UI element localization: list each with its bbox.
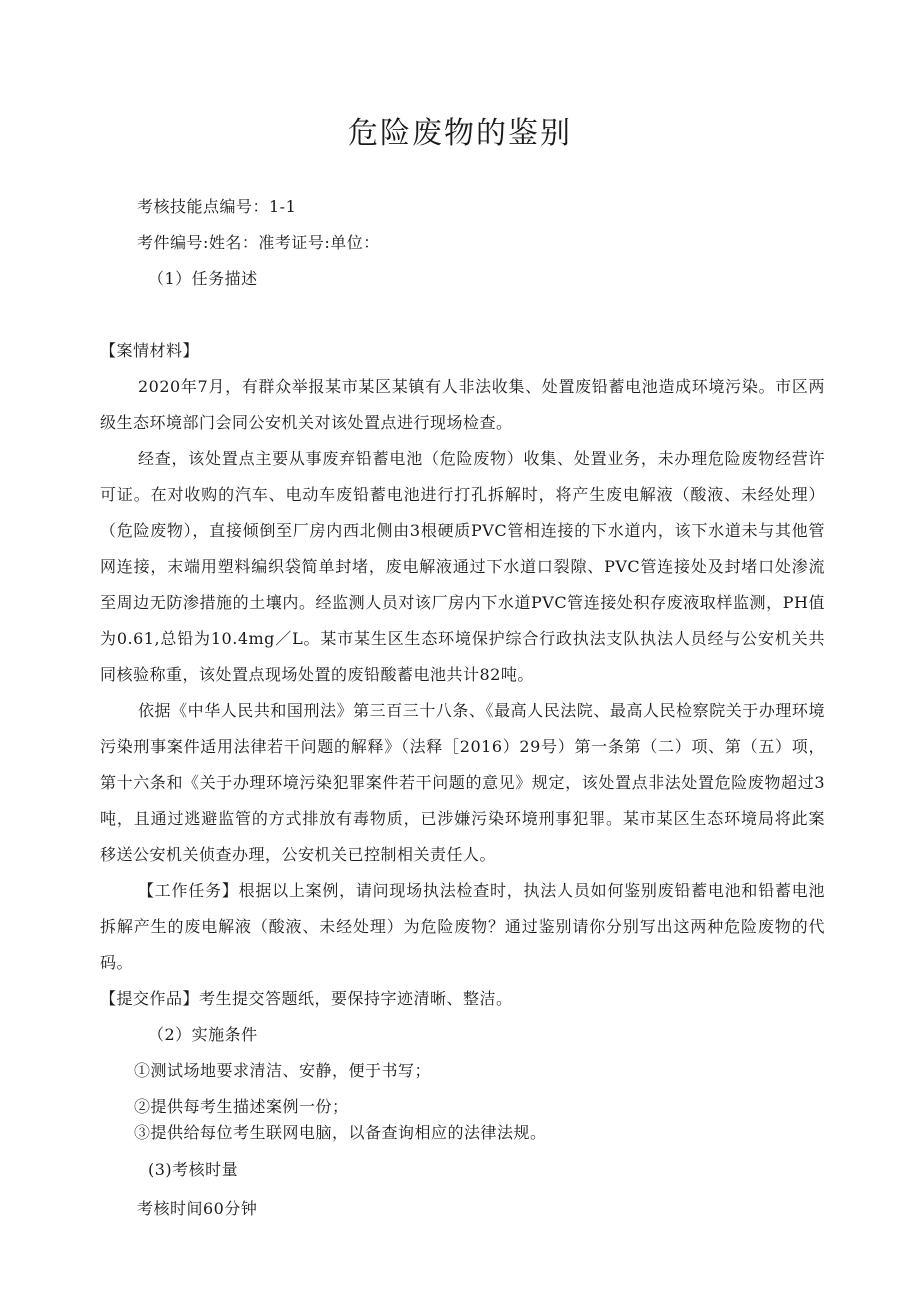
section-heading-task: （1）任务描述 [148, 269, 258, 288]
exam-fields: 考件编号:姓名：准考证号:单位： [137, 233, 380, 252]
document-title: 危险废物的鉴别 [348, 116, 572, 151]
skill-code: 考核技能点编号：1-1 [137, 197, 297, 216]
condition-item: ②提供每考生描述案例一份； [134, 1097, 349, 1116]
section-heading-time: (3)考核时量 [148, 1160, 239, 1179]
work-task: 【工作任务】根据以上案例，请问现场执法检查时，执法人员如何鉴别废铅蓄电池和铅蓄电池拆解产生的废电解液（酸液、未经处理）为危险废物？通过鉴别请你分别写出这两种危险废物的代码。 [100, 881, 825, 972]
exam-time: 考核时间60分钟 [137, 1199, 258, 1218]
case-paragraph-3: 依据《中华人民共和国刑法》第三百三十八条、《最高人民法院、最高人民检察院关于办理环境污染刑事案件适用法律若干问题的解释》（法释［2016）29号）第一条第（二）项、第（五）项，第十六条和《关于办理环境污染犯罪案件若干问题的意见》规定，该处置点非法处置危险废物超过3吨，且通过逃避监管的方式排放有毒物质，已涉嫌污染环境刑事犯罪。某市某区生态环境局将此案移送公安机关侦查办理，公安机关已控制相关责任人。 [100, 701, 825, 864]
condition-item: ①测试场地要求清洁、安静，便于书写； [134, 1061, 432, 1080]
condition-item: ③提供给每位考生联网电脑，以备查询相应的法律法规。 [134, 1123, 547, 1142]
section-heading-conditions: （2）实施条件 [148, 1025, 258, 1044]
case-paragraph-1: 2020年7月，有群众举报某市某区某镇有人非法收集、处置废铅蓄电池造成环境污染。市区两级生态环境部门会同公安机关对该处置点进行现场检查。 [100, 377, 825, 432]
submit-requirement: 【提交作品】考生提交答题纸，要保持字迹清晰、整洁。 [100, 989, 513, 1008]
case-heading: 【案情材料】 [100, 341, 200, 360]
case-paragraph-2: 经查，该处置点主要从事废弃铅蓄电池（危险废物）收集、处置业务，未办理危险废物经营许可证。在对收购的汽车、电动车废铅蓄电池进行打孔拆解时，将产生废电解液（酸液、未经处理）（危险废物），直接倾倒至厂房内西北侧由3根硬质PVC管相连接的下水道内，该下水道未与其他管网连接，末端用塑料编织袋简单封堵，废电解液通过下水道口裂隙、PVC管连接处及封堵口处渗流至周边无防渗措施的土壤内。经监测人员对该厂房内下水道PVC管连接处积存废液取样监测，PH值为0.61,总铅为10.4mg／L。某市某生区生态环境保护综合行政执法支队执法人员经与公安机关共同核验称重，该处置点现场处置的废铅酸蓄电池共计82吨。 [100, 449, 825, 684]
